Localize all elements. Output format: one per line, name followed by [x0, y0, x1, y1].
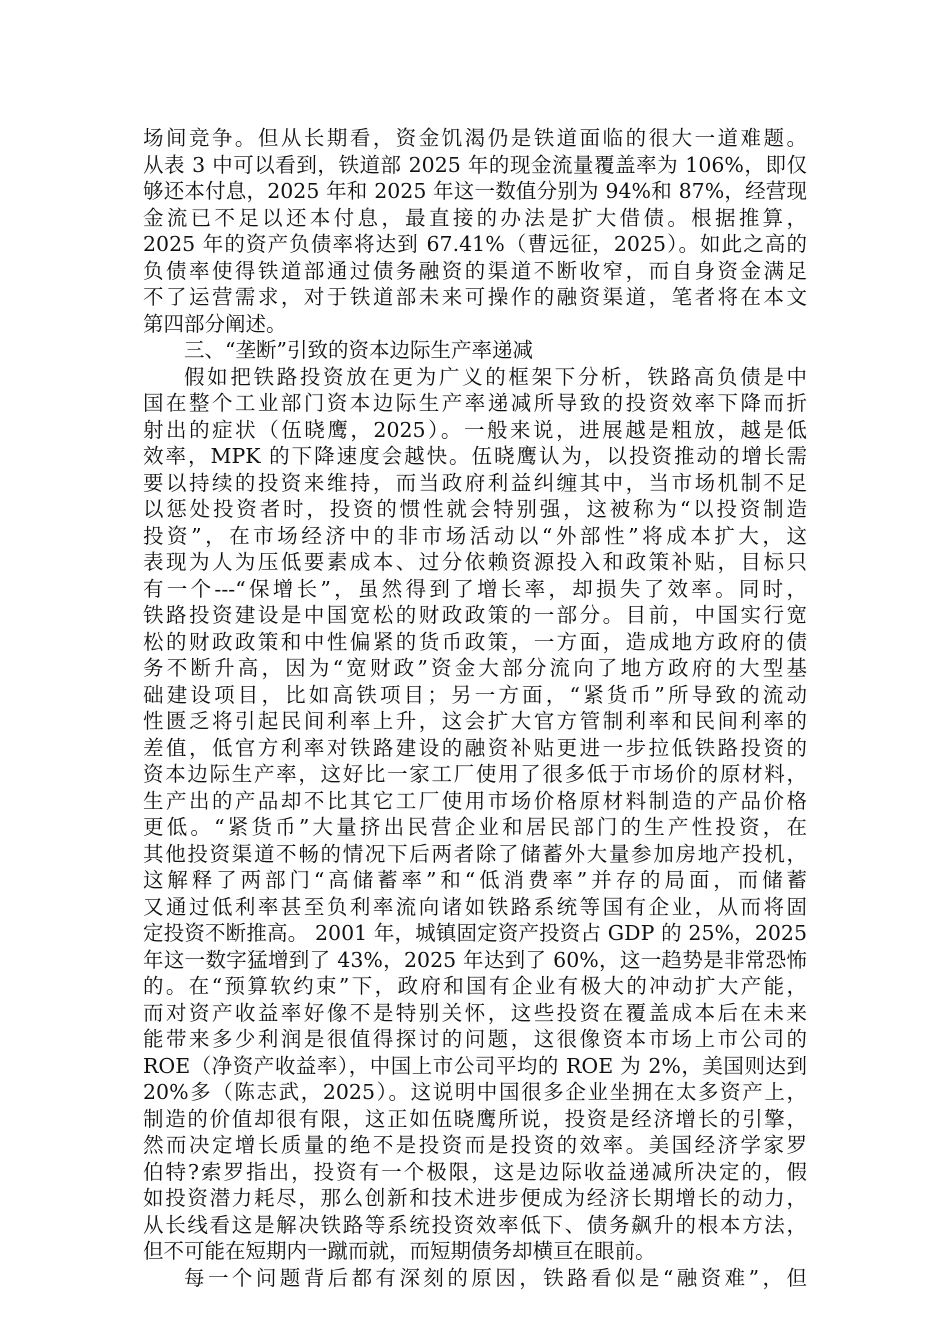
text-line: 场间竞争。但从长期看，资金饥渴仍是铁道面临的很大一道难题。 [143, 126, 807, 150]
text-line: 础建设项目，比如高铁项目；另一方面，“紧货币”所导致的流动 [143, 682, 807, 707]
paragraph-first-line: 每一个问题背后都有深刻的原因，铁路看似是“融资难”，但 [184, 1265, 807, 1290]
text-line: 从长线看这是解决铁路等系统投资效率低下、债务飙升的根本方法， [143, 1212, 807, 1237]
text-line: 金流已不足以还本付息，最直接的办法是扩大借债。根据推算， [143, 205, 807, 230]
text-line: 但不可能在短期内一蹴而就，而短期债务却横亘在眼前。 [143, 1239, 656, 1263]
text-line: 以惩处投资者时，投资的惯性就会特别强，这被称为“以投资制造 [143, 497, 807, 521]
text-line: 第四部分阐述。 [143, 311, 287, 336]
text-line: 松的财政政策和中性偏紧的货币政策，一方面，造成地方政府的债 [143, 629, 807, 654]
text-line: 不了运营需求，对于铁道部未来可操作的融资渠道，笔者将在本文 [143, 285, 807, 309]
text-line: 国在整个工业部门资本边际生产率递减所导致的投资效率下降而折 [143, 391, 807, 415]
section-heading: 三、“垄断”引致的资本边际生产率递减 [184, 338, 533, 362]
text-line: 更低。“紧货币”大量挤出民营企业和居民部门的生产性投资，在 [143, 815, 807, 839]
paragraph-first-line: 假如把铁路投资放在更为广义的框架下分析，铁路高负债是中 [184, 364, 807, 389]
text-line: 这解释了两部门“高储蓄率”和“低消费率”并存的局面，而储蓄 [143, 868, 807, 892]
text-line: 要以持续的投资来维持，而当政府利益纠缠其中，当市场机制不足 [143, 470, 807, 495]
text-line: 射出的症状（伍晓鹰，2025）。一般来说，进展越是粗放，越是低 [143, 417, 807, 442]
text-line: 其他投资渠道不畅的情况下后两者除了储蓄外大量参加房地产投机， [143, 841, 807, 866]
text-line: 效率，MPK 的下降速度会越快。伍晓鹰认为，以投资推动的增长需 [143, 444, 807, 468]
text-line: 有一个---“保增长”，虽然得到了增长率，却损失了效率。同时， [143, 576, 807, 601]
text-line: 如投资潜力耗尽，那么创新和技术进步便成为经济长期增长的动力， [143, 1186, 807, 1210]
text-line: 能带来多少利润是很值得探讨的问题，这很像资本市场上市公司的 [143, 1027, 807, 1051]
text-line: 的。在“预算软约束”下，政府和国有企业有极大的冲动扩大产能， [143, 974, 807, 998]
text-line: 定投资不断推高。 2001 年，城镇固定资产投资占 GDP 的 25%，2025 [143, 921, 807, 945]
text-line: 生产出的产品却不比其它工厂使用市场价格原材料制造的产品价格 [143, 788, 807, 813]
text-line: 够还本付息，2025 年和 2025 年这一数值分别为 94%和 87%，经营现 [143, 179, 807, 203]
text-line: 性匮乏将引起民间利率上升，这会扩大官方管制利率和民间利率的 [143, 709, 807, 733]
text-line: 表现为人为压低要素成本、过分依赖资源投入和政策补贴，目标只 [143, 550, 807, 574]
document-body [143, 125, 807, 1291]
text-line: 而对资产收益率好像不是特别关怀，这些投资在覆盖成本后在未来 [143, 1000, 807, 1025]
text-line: 从表 3 中可以看到，铁道部 2025 年的现金流量覆盖率为 106%，即仅 [143, 152, 807, 177]
text-line: 资本边际生产率，这好比一家工厂使用了很多低于市场价的原材料， [143, 762, 807, 786]
text-line: 差值，低官方利率对铁路建设的融资补贴更进一步拉低铁路投资的 [143, 735, 807, 760]
text-line: 务不断升高，因为“宽财政”资金大部分流向了地方政府的大型基 [143, 656, 807, 680]
text-line: 铁路投资建设是中国宽松的财政政策的一部分。目前，中国实行宽 [143, 603, 807, 627]
text-line: 20%多（陈志武，2025）。这说明中国很多企业坐拥在太多资产上， [143, 1080, 807, 1104]
text-line: 年这一数字猛增到了 43%，2025 年达到了 60%，这一趋势是非常恐怖 [143, 947, 807, 972]
text-line: 制造的价值却很有限，这正如伍晓鹰所说，投资是经济增长的引擎， [143, 1106, 807, 1131]
text-line: ROE（净资产收益率），中国上市公司平均的 ROE 为 2%，美国则达到 [143, 1053, 807, 1078]
text-line: 然而决定增长质量的绝不是投资而是投资的效率。美国经济学家罗 [143, 1133, 807, 1157]
text-line: 投资”，在市场经济中的非市场活动以“外部性”将成本扩大，这 [143, 523, 807, 548]
text-line: 负债率使得铁道部通过债务融资的渠道不断收窄，而自身资金满足 [143, 258, 807, 283]
text-line: 2025 年的资产负债率将达到 67.41%（曹远征，2025）。如此之高的 [143, 232, 807, 256]
text-line: 伯特?索罗指出，投资有一个极限，这是边际收益递减所决定的，假 [143, 1159, 807, 1184]
text-line: 又通过低利率甚至负利率流向诸如铁路系统等国有企业，从而将固 [143, 894, 807, 919]
